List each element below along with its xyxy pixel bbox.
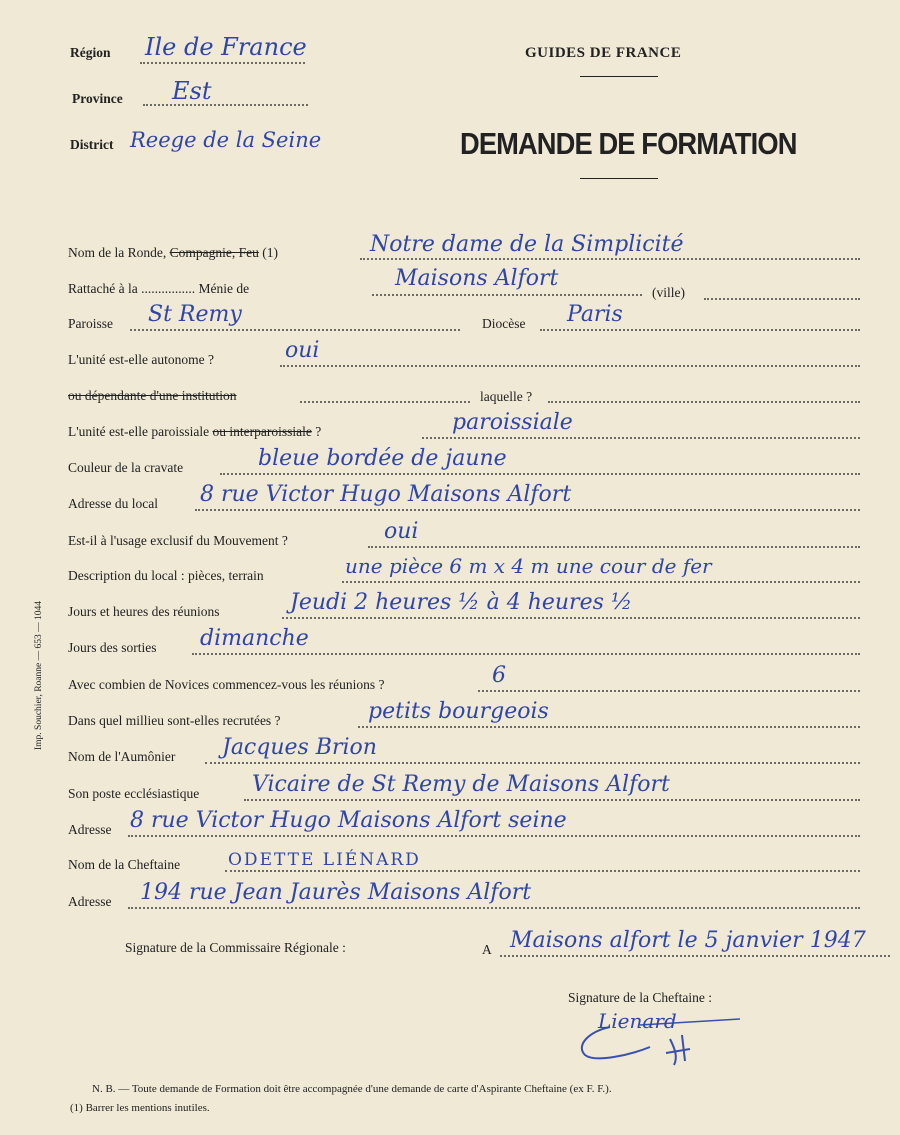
milieu-label: Dans quel millieu sont-elles recrutées ? <box>68 713 281 728</box>
ville-label: (ville) <box>652 285 685 300</box>
dependante-dots <box>300 401 470 403</box>
local-dots <box>195 509 860 511</box>
sorties-label: Jours des sorties <box>68 640 157 655</box>
rattache-label: Rattaché à la ................ Ménie de <box>68 281 250 296</box>
adresse1-dots <box>128 835 860 837</box>
sorties-value: dimanche <box>200 626 309 651</box>
paroisse-label: Paroisse <box>68 316 113 331</box>
aumonier-value: Jacques Brion <box>222 735 377 760</box>
org-name: GUIDES DE FRANCE <box>525 45 682 61</box>
exclusif-value: oui <box>384 519 419 544</box>
header-rule-bottom <box>580 178 658 179</box>
jours-dots <box>282 617 860 619</box>
diocese-value: Paris <box>567 302 623 327</box>
paroisse-dots <box>130 329 460 331</box>
place-date-dots <box>500 955 890 957</box>
exclusif-label: Est-il à l'usage exclusif du Mouvement ? <box>68 533 288 548</box>
adresse1-value: 8 rue Victor Hugo Maisons Alfort seine <box>130 808 567 833</box>
footer-note: (1) Barrer les mentions inutiles. <box>70 1102 210 1114</box>
cheftaine-signature <box>570 1005 750 1075</box>
place-date-value: Maisons alfort le 5 janvier 1947 <box>510 928 866 953</box>
form-title: DEMANDE DE FORMATION <box>460 126 797 161</box>
ronde-value: Notre dame de la Simplicité <box>370 232 684 257</box>
autonome-label: L'unité est-elle autonome ? <box>68 352 215 367</box>
ronde-label: Nom de la Ronde, Compagnie, Feu (1) <box>68 245 278 260</box>
aumonier-label: Nom de l'Aumônier <box>68 749 176 764</box>
laquelle-dots <box>548 401 860 403</box>
region-value: Ile de France <box>145 33 307 61</box>
header-rule-top <box>580 76 658 77</box>
cravate-value: bleue bordée de jaune <box>258 446 507 471</box>
cheftaine-dots <box>225 870 860 872</box>
place-label: A <box>482 942 492 957</box>
commissaire-signature-label: Signature de la Commissaire Régionale : <box>125 940 346 955</box>
province-label: Province <box>72 91 123 106</box>
novices-dots <box>478 690 860 692</box>
dependante-label: ou dépendante d'une institution <box>68 388 237 403</box>
jours-value: Jeudi 2 heures ½ à 4 heures ½ <box>290 590 633 615</box>
rattache-value: Maisons Alfort <box>395 266 559 291</box>
paroisse-value: St Remy <box>148 302 242 327</box>
diocese-label: Diocèse <box>482 316 526 331</box>
ville-dots <box>704 298 860 300</box>
novices-value: 6 <box>492 663 506 688</box>
description-value: une pièce 6 m x 4 m une cour de fer <box>345 554 712 578</box>
adresse2-label: Adresse <box>68 894 112 909</box>
paroissiale-value: paroissiale <box>452 410 573 435</box>
cheftaine-signature-text: Lienard <box>598 1009 677 1033</box>
milieu-value: petits bourgeois <box>368 699 549 724</box>
exclusif-dots <box>368 546 860 548</box>
sorties-dots <box>192 653 860 655</box>
district-value: Reege de la Seine <box>130 128 322 152</box>
printer-imprint: Imp. Souchier, Roanne — 653 — 1044 <box>34 601 44 750</box>
district-label: District <box>70 137 114 152</box>
description-dots <box>342 581 860 583</box>
adresse1-label: Adresse <box>68 822 112 837</box>
province-value: Est <box>172 77 212 105</box>
local-value: 8 rue Victor Hugo Maisons Alfort <box>200 482 572 507</box>
cheftaine-signature-label: Signature de la Cheftaine : <box>568 990 712 1005</box>
rattache-dots <box>372 294 642 296</box>
adresse2-dots <box>128 907 860 909</box>
autonome-dots <box>280 365 860 367</box>
poste-dots <box>244 799 860 801</box>
poste-value: Vicaire de St Remy de Maisons Alfort <box>252 772 670 797</box>
jours-label: Jours et heures des réunions <box>68 604 220 619</box>
cravate-label: Couleur de la cravate <box>68 460 184 475</box>
region-label: Région <box>70 45 111 60</box>
laquelle-label: laquelle ? <box>480 389 533 404</box>
milieu-dots <box>358 726 860 728</box>
province-dots <box>143 104 308 106</box>
ronde-dots <box>360 258 860 260</box>
autonome-value: oui <box>285 338 320 363</box>
aumonier-dots <box>205 762 860 764</box>
region-dots <box>140 62 305 64</box>
local-label: Adresse du local <box>68 496 158 511</box>
diocese-dots <box>540 329 860 331</box>
description-label: Description du local : pièces, terrain <box>68 568 264 583</box>
cheftaine-label: Nom de la Cheftaine <box>68 857 181 872</box>
cravate-dots <box>220 473 860 475</box>
adresse2-value: 194 rue Jean Jaurès Maisons Alfort <box>140 880 532 905</box>
poste-label: Son poste ecclésiastique <box>68 786 200 801</box>
paroissiale-label: L'unité est-elle paroissiale ou interparoissiale ? <box>68 424 322 439</box>
paroissiale-dots <box>422 437 860 439</box>
footer-nb: N. B. — Toute demande de Formation doit être accompagnée d'une demande de carte d'Aspirante Cheftaine (ex F. F.). <box>92 1083 612 1095</box>
novices-label: Avec combien de Novices commencez-vous les réunions ? <box>68 677 385 692</box>
cheftaine-value: ODETTE LIÉNARD <box>228 850 421 870</box>
